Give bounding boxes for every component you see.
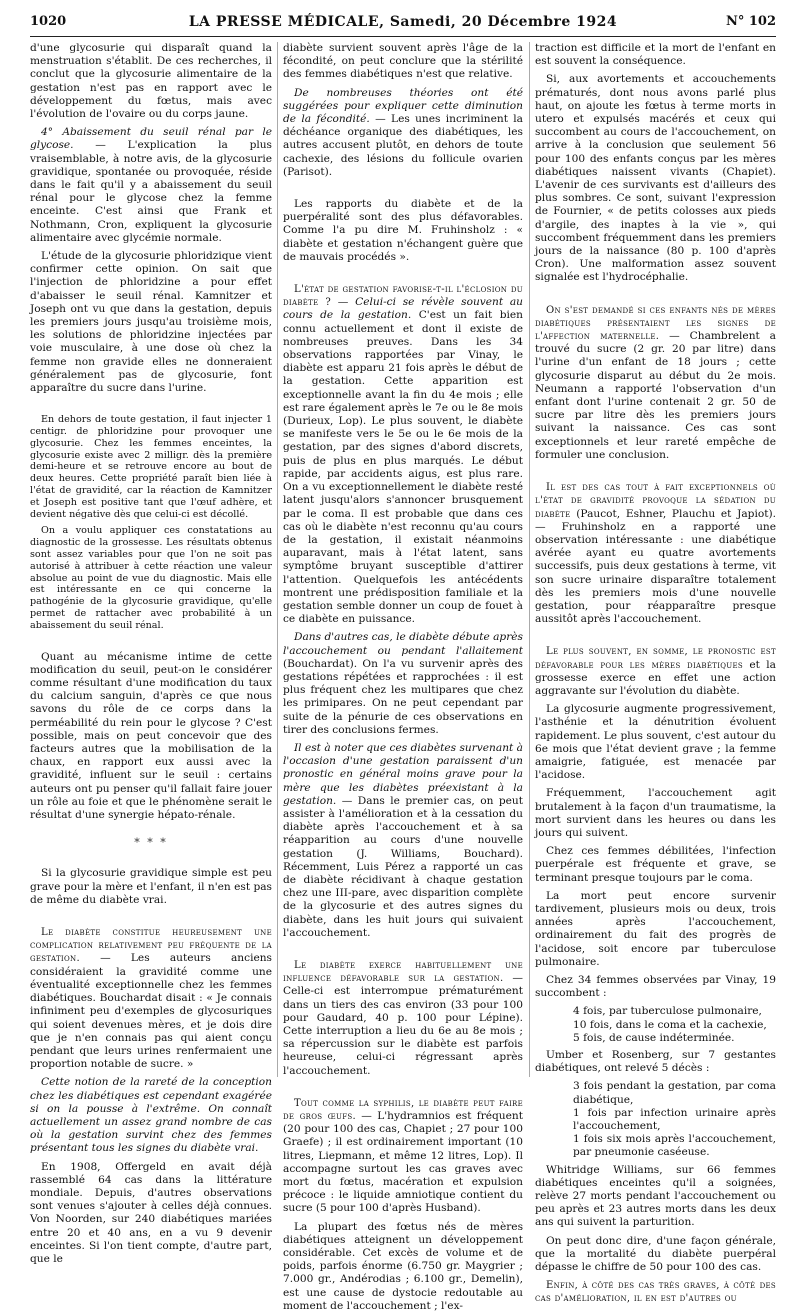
section-heading: On s'est demandé si ces enfants nés de mères diabétiques présentaient les signes de l'affection maternelle. (535, 304, 776, 343)
issue-number: N° 102 (725, 14, 776, 29)
section-ornament: * * * (134, 836, 168, 850)
paragraph: Chez ces femmes débilitées, l'infection puerpérale est fréquente et grave, se terminant presque toujours par le coma. (535, 845, 776, 884)
paragraph-text: (Bouchardat). On l'a vu survenir après des gestations répétées et rapprochées : il est plus fréquent chez les multipares que chez les primipares. On ne peut cependant par suite de la pénurie de ces observations en tirer des conclusions fermes. (283, 657, 523, 736)
list (573, 1005, 776, 1045)
paragraph: traction est difficile et la mort de l'enfant en est souvent la conséquence. (535, 42, 776, 68)
section-heading: Le plus souvent, en somme, le pronostic est défavorable pour les mères diabétiques (535, 646, 776, 671)
paragraph-italic: — Celui-ci se révèle souvent au cours de la gestation. (283, 296, 523, 322)
paragraph-text: — Les unes incriminent la déchéance organique des diabétiques, les autres accusent plutôt, en dehors de toute cachexie, des lésions du follicule ovarien (Parisot). (283, 113, 523, 178)
paragraph-text: — L'hydramnios est fréquent (20 pour 100 des cas, Chapiet ; 27 pour 100 Graefe) ; il est ordinairement important (10 litres, Liepmann, et même 12 litres, Lop). Il accompagne surtout les cas graves avec mort du fœtus, macération et expulsion précoce : le liquide amniotique contient du sucre (5 pour 100 d'après Husband). (283, 1110, 523, 1215)
paragraph (535, 304, 776, 462)
paragraph: Si la glycosurie gravidique simple est peu grave pour la mère et l'enfant, il n'en est pas de même du diabète vrai. (30, 867, 272, 906)
list-item: 4 fois, par tuberculose pulmonaire, (573, 1005, 762, 1018)
paragraph (283, 1097, 523, 1216)
list-item: 3 fois pendant la gestation, par coma diabétique, (573, 1080, 776, 1106)
paragraph (30, 926, 272, 1071)
paragraph (30, 126, 272, 245)
paragraph-text: — Dans le premier cas, on peut assister à l'amélioration et à la cessation du diabète après l'accouchement et à sa réapparition au cours d'une nouvelle gestation (J. Williams, Bouchard). Récemment, Luis Pérez a rapporté un cas de diabète récidivant à chaque gestation chez une III-pare, avec disparition complète de la glycosurie et des autres signes du diabète, dans les huit jours qui suivaient l'accouchement. (283, 794, 523, 939)
paragraph: La glycosurie augmente progressivement, l'asthénie et la dénutrition évoluent rapidement. Le plus souvent, c'est autour du 6e mois que l'état devient grave ; la femme amaigrie, fatiguée, est menacée par l'acidose. (535, 703, 776, 782)
paragraph-italic: Il est à noter que ces diabètes survenant à l'occasion d'une gestation paraissent d'un pronostic en général moins grave pour la mère que les diabètes préexistant à la gestation. (283, 741, 523, 807)
list-item: 1 fois par infection urinaire après l'accouchement, (573, 1106, 776, 1133)
paragraph-text: (Paucot, Eshner, Plauchu et Japiot). — Fruhinsholz en a rapporté une observation intéressante : une diabétique avérée ayant eu quatre avortements successifs, puis deux gestations à terme, vit son sucre urinaire disparaître totalement dès les premiers mois d'une nouvelle gestation, pour réapparaître presque aussitôt après l'accouchement. (535, 507, 776, 626)
paragraph: Les rapports du diabète et de la puerpéralité sont des plus défavorables. Comme l'a pu dire M. Fruhinsholz : « diabète et gestation n'échangent guère que de mauvais procédés ». (283, 198, 523, 263)
paragraph: Whitridge Williams, sur 66 femmes diabétiques enceintes qu'il a soignées, relève 27 morts pendant l'accouchement ou peu après et 23 autres morts dans les deux ans qui suivent la parturition. (535, 1163, 776, 1229)
section-heading: L'état de gestation favorise-t-il l'éclosion du diabète ? (283, 284, 523, 309)
section-heading: Il est des cas tout à fait exceptionnels où l'état de gravidité provoque la sédation du diabète (535, 482, 776, 520)
column-1 (30, 42, 272, 1265)
paragraph (283, 631, 523, 737)
paragraph (535, 1279, 776, 1305)
paragraph (283, 283, 523, 626)
paragraph: Umber et Rosenberg, sur 7 gestantes diabétiques, ont relevé 5 décès : (535, 1049, 776, 1075)
paragraph-text: — Celle-ci est interrompue prématurément dans un tiers des cas environ (33 pour 100 pour Gaudard, 40 p. 100 pour Lépine). Cette interruption a lieu du 6e au 8e mois ; sa répercussion sur le diabète est parfois heureuse, celui-ci régressant après l'accouchement. (283, 972, 523, 1077)
column-2 (283, 42, 523, 1312)
section-heading: Le diabète exerce habituellement une influence défavorable sur la gestation. (283, 960, 523, 985)
list (573, 1080, 776, 1159)
paragraph: En 1908, Offergeld en avait déjà rassemblé 64 cas dans la littérature mondiale. Depuis, d'autres observations sont venues s'ajouter à celles déjà connues. Von Noorden, sur 240 diabétiques mariées entre 20 et 40 ans, en a vu 9 devenir enceintes. Si l'on tient compte, d'autre part, que le (30, 1160, 272, 1265)
page-number: 1020 (30, 14, 67, 29)
paragraph: d'une glycosurie qui disparaît quand la menstruation s'établit. De ces recherches, il conclut que la glycosurie alimentaire de la gestation n'est pas en rapport avec le développement du fœtus, mais avec l'évolution de l'ovaire ou du corps jaune. (30, 42, 272, 121)
list-item: 1 fois six mois après l'accouchement, par pneumonie caséeuse. (573, 1133, 776, 1159)
paragraph-text: — L'explication la plus vraisemblable, à notre avis, de la glycosurie gravidique, spontanée ou provoquée, réside dans le fait qu'il y a abaissement du seuil rénal pour le glycose chez la femme enceinte. C'est ainsi que Frank et Nothmann, Cron, expliquent la glycosurie alimentaire avec glycémie normale. (30, 139, 272, 244)
section-heading: Tout comme la syphilis, le diabète peut faire de gros œufs. (283, 1097, 523, 1123)
paragraph: Fréquemment, l'accouchement agit brutalement à la façon d'un traumatisme, la mort survient dans les heures ou dans les jours qui suivent. (535, 787, 776, 839)
paragraph-small: En dehors de toute gestation, il faut injecter 1 centigr. de phloridzine pour provoquer une glycosurie. Chez les femmes enceintes, la glycosurie existe avec 2 milligr. dès la première demi-heure et se retrouve encore au bout de deux heures. Cette propriété paraît bien liée à l'état de gravidité, car la réaction de Kamnitzer et Joseph est positive tant que l'œuf adhère, et devient négative dès que celui-ci est décollé. (30, 414, 272, 520)
page-header (30, 14, 776, 34)
column-divider (277, 42, 278, 1077)
paragraph-text: C'est un fait bien connu actuellement et dont il existe de nombreuses preuves. Dans les 34 observations rapportées par Vinay, le diabète est apparu 21 fois après le début de la gestation. Cette apparition est exceptionnelle avant la fin du 4e mois ; elle est rare également après le 7e ou le 8e mois (Durieux, Lop). Le plus souvent, le diabète se manifeste vers le 5e ou le 6e mois de la gestation, par des signes d'abord discrets, puis de plus en plus marqués. Le début rapide, par accidents aigus, est plus rare. On a vu exceptionnellement le diabète resté latent jusqu'alors s'annoncer brusquement par le coma. Il est probable que dans ces cas où le diabète n'est reconnu qu'au cours de la gestation, il existait néanmoins auparavant, mais à l'état latent, sans symptôme bruyant susceptible d'attirer l'attention. Quelquefois les antécédents montrent une prédisposition familiale et la gestation semble donner un coup de fouet à ce diabète en puissance. (283, 309, 523, 626)
paragraph: La plupart des fœtus nés de mères diabétiques atteignent un développement considérable. Cet excès de volume et de poids, parfois énorme (6.750 gr. Maygrier ; 7.000 gr., Andérodias ; 6.100 gr., Demelin), est une cause de dystocie redoutable au moment de l'accouchement ; l'ex- (283, 1220, 523, 1312)
paragraph (535, 481, 776, 626)
paragraph: L'étude de la glycosurie phloridzique vient confirmer cette opinion. On sait que l'injection de phloridzine a pour effet d'abaisser le seuil rénal. Kamnitzer et Joseph ont vu que dans la gestation, depuis les premiers jours jusqu'au troisième mois, les solutions de phloridzine injectées par voie musculaire, à une dose où chez la femme non gravide elles ne donneraient généralement pas de glycosurie, font apparaître du sucre dans l'urine. (30, 250, 272, 395)
paragraph-small: On a voulu appliquer ces constatations au diagnostic de la grossesse. Les résultats obtenus sont assez variables pour que l'on ne soit pas autorisé à attribuer à cette réaction une valeur absolue au point de vue du diagnostic. Mais elle est intéressante en ce qui concerne la pathogénie de la glycosurie gravidique, qu'elle permet de rattacher avec probabilité à un abaissement du seuil rénal. (30, 525, 272, 631)
paragraph: Quant au mécanisme intime de cette modification du seuil, peut-on le considérer comme résultant d'une modification du taux du calcium sanguin, d'après ce que nous savons du rôle de ce corps dans la perméabilité du rein pour le glycose ? C'est possible, mais on peut concevoir que des facteurs autres que la mobilisation de la chaux, en rapport eux aussi avec la gravidité, influent sur le seuil : certains auteurs ont pu penser qu'il fallait faire jouer un rôle au foie et que le phénomène serait le résultat d'une synergie hépato-rénale. (30, 650, 272, 822)
paragraph: Si, aux avortements et accouchements prématurés, dont nous avons parlé plus haut, on ajoute les fœtus à terme morts in utero et expulsés macérés et ceux qui succombent au cours de l'accouchement, on arrive à la conclusion que seulement 56 pour 100 des enfants conçus par les mères diabétiques naissent vivants (Chapiet). L'avenir de ces survivants est d'ailleurs des plus sombres. Ce sont, suivant l'expression de Fournier, « de petits colosses aux pieds d'argile, des inaptes à la vie », qui succombent fréquemment dans les premiers jours de la naissance (80 p. 100 d'après Cron). Une malformation assez souvent signalée est l'hydrocéphalie. (535, 73, 776, 284)
section-heading: 4° Abaissement du seuil rénal par le glycose. (30, 126, 272, 152)
paragraph-text: et la grossesse exerce en effet une action aggravante sur l'évolution du diabète. (535, 658, 776, 697)
paragraph (283, 87, 523, 179)
paragraph: diabète survient souvent après l'âge de la fécondité, on peut conclure que la stérilité des femmes diabétiques n'est que relative. (283, 42, 523, 81)
paragraph (283, 959, 523, 1078)
column-3 (535, 42, 776, 1305)
journal-title: LA PRESSE MÉDICALE, Samedi, 20 Décembre 1924 (188, 14, 618, 30)
section-heading: De nombreuses théories ont été suggérées pour expliquer cette diminution de la fécondité. (283, 86, 523, 126)
paragraph: On peut donc dire, d'une façon générale, que la mortalité du diabète puerpéral dépasse le chiffre de 50 pour 100 des cas. (535, 1234, 776, 1274)
section-heading: Le diabète constitue heureusement une complication relativement peu fréquente de la gestation. (30, 927, 272, 965)
paragraph (535, 645, 776, 698)
paragraph (283, 742, 523, 940)
paragraph: Cette notion de la rareté de la conception chez les diabétiques est cependant exagérée si on la pousse à l'extrême. On connaît actuellement un assez grand nombre de cas où la gestation survint chez des femmes présentant tous les signes du diabète vrai. (30, 1076, 272, 1155)
paragraph-italic: Dans d'autres cas, le diabète débute après l'accouchement ou pendant l'allaitement (283, 631, 523, 657)
column-divider (529, 42, 530, 1077)
header-rule (30, 36, 776, 37)
list-item: 10 fois, dans le coma et la cachexie, (573, 1018, 767, 1031)
list-item: 5 fois, de cause indéterminée. (573, 1031, 735, 1044)
paragraph-text: — Les auteurs anciens considéraient la gravidité comme une éventualité exceptionnelle chez les femmes diabétiques. Bouchardat disait : « Je connais infiniment peu d'exemples de glycosuriques qui soient devenues mères, et je dois dire que je n'en connais pas qui aient conçu pendant que leurs urines renfermaient une proportion notable de sucre. » (30, 952, 272, 1071)
paragraph: La mort peut encore survenir tardivement, plusieurs mois ou deux, trois années après l'accouchement, ordinairement du fait des progrès de l'acidose, soit encore par tuberculose pulmonaire. (535, 889, 776, 968)
section-heading: Enfin, à côté des cas très graves, à côté des cas d'amélioration, il en est d'autres ou (535, 1280, 776, 1305)
paragraph-text: — Chambrelent a trouvé du sucre (2 gr. 20 par litre) dans l'urine d'un enfant de 18 jours ; cette glycosurie disparut au début du 2e mois. Neumann a rapporté l'observation d'un enfant dont l'urine contenait 2 gr. 50 de sucre par litre dès les premiers jours suivant la naissance. Ces cas sont exceptionnels et leur rareté empêche de formuler une conclusion. (535, 330, 776, 461)
paragraph: Chez 34 femmes observées par Vinay, 19 succombent : (535, 974, 776, 1000)
